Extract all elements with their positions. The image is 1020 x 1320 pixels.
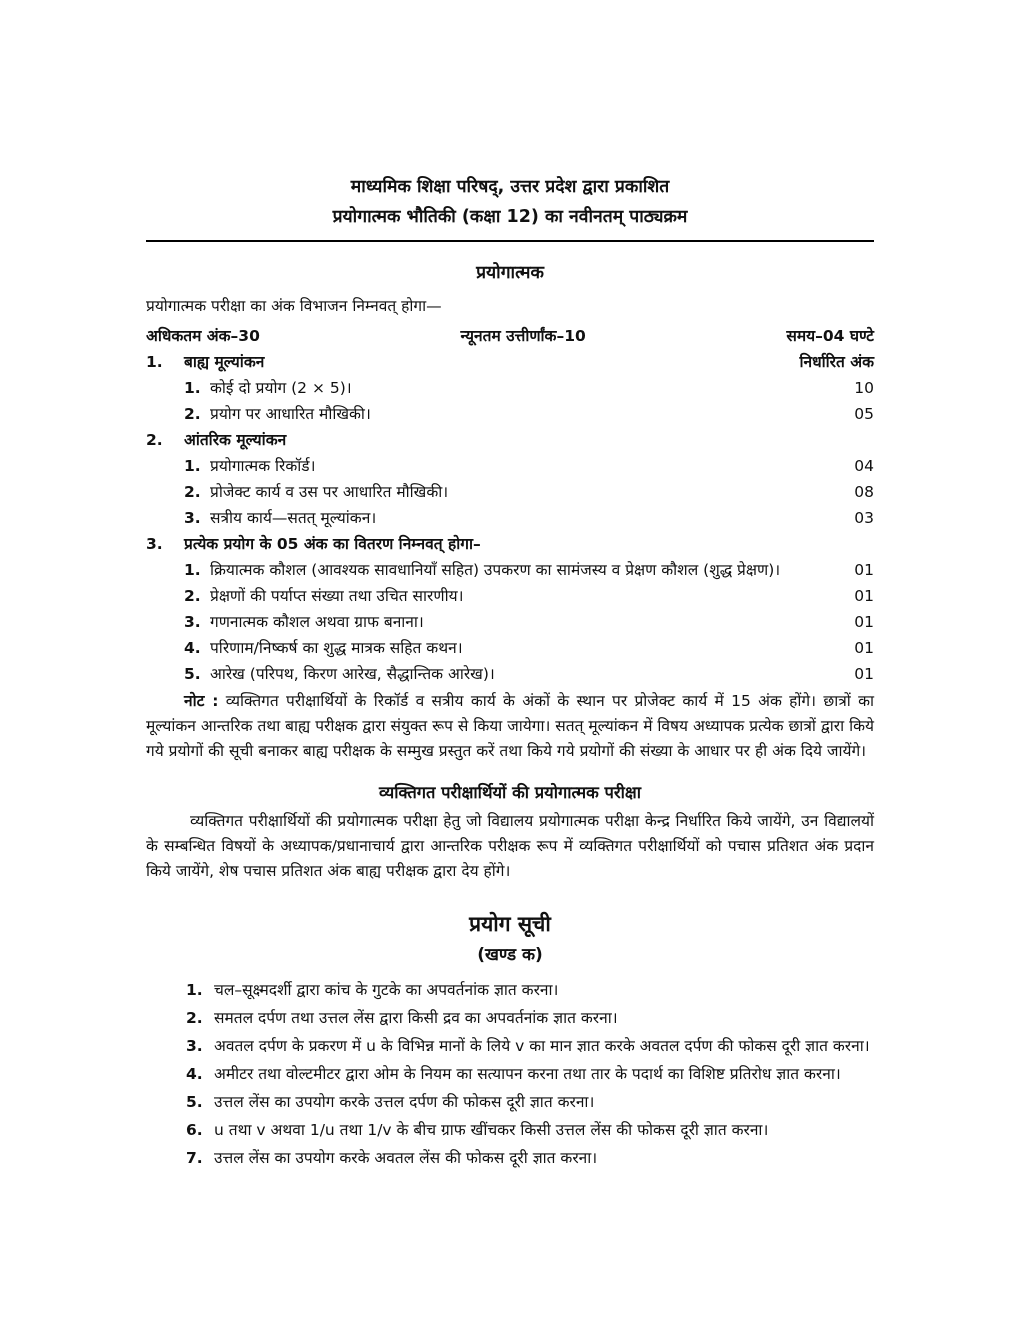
practical-heading: प्रयोगात्मक [476, 263, 544, 283]
item-marks: 10 [854, 379, 874, 397]
item-marks: 03 [854, 509, 874, 527]
item-text: गणनात्मक कौशल अथवा ग्राफ बनाना। [210, 613, 424, 631]
section-items [146, 453, 874, 531]
item-text: अमीटर तथा वोल्टमीटर द्वारा ओम के नियम का सत्यापन करना तथा तार के पदार्थ का विशिष्ट प्रतिरोध ज्ञात करना। [214, 1064, 841, 1083]
document-header [146, 172, 874, 232]
item-marks: 04 [854, 457, 874, 475]
experiment-list-heading: प्रयोग सूची [469, 911, 551, 936]
list-item [184, 375, 874, 401]
section-header [146, 427, 874, 453]
item-number: 1. [184, 457, 201, 475]
individual-exam-heading: व्यक्तिगत परीक्षार्थियों की प्रयोगात्मक परीक्षा [379, 782, 641, 802]
list-item [186, 1005, 874, 1031]
item-number: 2. [184, 405, 201, 423]
section-number: 1. [146, 353, 163, 371]
item-text: अवतल दर्पण के प्रकरण में u के विभिन्न मानों के लिये v का मान ज्ञात करके अवतल दर्पण की फोकस दूरी ज्ञात करना। [214, 1036, 870, 1055]
section-internal-evaluation [146, 427, 874, 531]
header-line-1: माध्यमिक शिक्षा परिषद्, उत्तर प्रदेश द्वारा प्रकाशित [350, 177, 670, 197]
item-number: 3. [184, 613, 201, 631]
item-number: 6. [186, 1120, 203, 1139]
section-number: 2. [146, 431, 163, 449]
item-text: कोई दो प्रयोग (2 × 5)। [210, 379, 352, 397]
item-number: 4. [186, 1064, 203, 1083]
list-item [184, 479, 874, 505]
individual-exam-paragraph: व्यक्तिगत परीक्षार्थियों की प्रयोगात्मक परीक्षा हेतु जो विद्यालय प्रयोगात्मक परीक्षा केन्द्र निर्धारित किये जायेंगे, उन विद्यालयों के सम्बन्धित विषयों के अध्यापक/प्रधानाचार्य द्वारा आन्तरिक परीक्षक रूप में व्यक्तिगत परीक्षार्थियों को पचास प्रतिशत अंक प्रदान किये जायेंगे, शेष पचास प्रतिशत अंक बाह्य परीक्षक द्वारा देय होंगे। [146, 811, 874, 880]
list-item [186, 977, 874, 1003]
item-number: 5. [186, 1092, 203, 1111]
item-text: क्रियात्मक कौशल (आवश्यक सावधानियाँ सहित) उपकरण का सामंजस्य व प्रेक्षण कौशल (शुद्ध प्रेक्षण)। [210, 561, 781, 579]
item-text: समतल दर्पण तथा उत्तल लेंस द्वारा किसी द्रव का अपवर्तनांक ज्ञात करना। [214, 1008, 618, 1027]
item-number: 2. [186, 1008, 203, 1027]
section-items [146, 557, 874, 687]
item-marks: 01 [854, 665, 874, 683]
section-items [146, 375, 874, 427]
list-item [184, 505, 874, 531]
list-item [186, 1145, 874, 1171]
list-item [184, 661, 874, 687]
list-item [186, 1117, 874, 1143]
item-text: उत्तल लेंस का उपयोग करके अवतल लेंस की फोकस दूरी ज्ञात करना। [214, 1148, 598, 1167]
item-marks: 01 [854, 587, 874, 605]
section-title-text: बाह्य मूल्यांकन [184, 353, 265, 371]
list-item [184, 609, 874, 635]
experiment-list [146, 977, 874, 1171]
section-marks-distribution [146, 531, 874, 687]
header-line-2: प्रयोगात्मक भौतिकी (कक्षा 12) का नवीनतम् पाठ्यक्रम [332, 207, 688, 227]
section-title-text: आंतरिक मूल्यांकन [184, 431, 287, 449]
list-item [186, 1061, 874, 1087]
experiment-list-subheading: (खण्ड क) [477, 944, 543, 965]
item-number: 2. [184, 483, 201, 501]
note-paragraph [146, 689, 874, 764]
header-rule [146, 240, 874, 242]
section-header [146, 531, 874, 557]
item-number: 1. [184, 561, 201, 579]
list-item [184, 453, 874, 479]
item-number: 7. [186, 1148, 203, 1167]
min-pass-marks: न्यूनतम उत्तीर्णांक–10 [460, 327, 586, 345]
max-marks: अधिकतम अंक–30 [146, 327, 260, 345]
item-marks: 08 [854, 483, 874, 501]
item-text: परिणाम/निष्कर्ष का शुद्ध मात्रक सहित कथन। [210, 639, 463, 657]
section-number: 3. [146, 535, 163, 553]
marks-summary-line [146, 323, 874, 349]
item-marks: 01 [854, 613, 874, 631]
item-marks: 01 [854, 639, 874, 657]
section-header [146, 349, 874, 375]
item-marks: 01 [854, 561, 874, 579]
time-allowed: समय–04 घण्टे [786, 327, 874, 345]
item-number: 5. [184, 665, 201, 683]
list-item [184, 583, 874, 609]
item-text: उत्तल लेंस का उपयोग करके उत्तल दर्पण की फोकस दूरी ज्ञात करना। [214, 1092, 595, 1111]
section-title-text: प्रत्येक प्रयोग के 05 अंक का वितरण निम्नवत् होगा– [184, 535, 481, 553]
item-number: 2. [184, 587, 201, 605]
note-text: व्यक्तिगत परीक्षार्थियों के रिकॉर्ड व सत्रीय कार्य के अंकों के स्थान पर प्रोजेक्ट कार्य में 15 अंक होंगे। छात्रों का मूल्यांकन आन्तरिक तथा बाह्य परीक्षक द्वारा संयुक्त रूप से किया जायेगा। सतत् मूल्यांकन में विषय अध्यापक प्रत्येक छात्रों द्वारा किये गये प्रयोगों की सूची बनाकर बाह्य परीक्षक के सम्मुख प्रस्तुत करें तथा किये गये प्रयोगों की संख्या के आधार पर ही अंक दिये जायेंगे। [146, 692, 874, 760]
practical-intro: प्रयोगात्मक परीक्षा का अंक विभाजन निम्नवत् होगा— [146, 297, 442, 315]
item-text: प्रोजेक्ट कार्य व उस पर आधारित मौखिकी। [210, 483, 449, 501]
item-number: 3. [184, 509, 201, 527]
list-item [184, 557, 874, 583]
item-text: u तथा v अथवा 1/u तथा 1/v के बीच ग्राफ खींचकर किसी उत्तल लेंस की फोकस दूरी ज्ञात करना। [214, 1120, 769, 1139]
list-item [186, 1089, 874, 1115]
section-external-evaluation [146, 349, 874, 427]
item-number: 1. [186, 980, 203, 999]
note-label: नोट : [184, 692, 219, 710]
list-item [186, 1033, 874, 1059]
item-text: आरेख (परिपथ, किरण आरेख, सैद्धान्तिक आरेख)। [210, 665, 495, 683]
item-text: सत्रीय कार्य—सतत् मूल्यांकन। [210, 509, 377, 527]
item-text: प्रयोगात्मक रिकॉर्ड। [210, 457, 316, 475]
item-number: 1. [184, 379, 201, 397]
item-text: प्रेक्षणों की पर्याप्त संख्या तथा उचित सारणीय। [210, 587, 464, 605]
item-text: चल–सूक्ष्मदर्शी द्वारा कांच के गुटके का अपवर्तनांक ज्ञात करना। [214, 980, 559, 999]
list-item [184, 635, 874, 661]
marks-column-header: निर्धारित अंक [799, 353, 874, 371]
item-number: 4. [184, 639, 201, 657]
item-marks: 05 [854, 405, 874, 423]
item-text: प्रयोग पर आधारित मौखिकी। [210, 405, 371, 423]
item-number: 3. [186, 1036, 203, 1055]
list-item [184, 401, 874, 427]
